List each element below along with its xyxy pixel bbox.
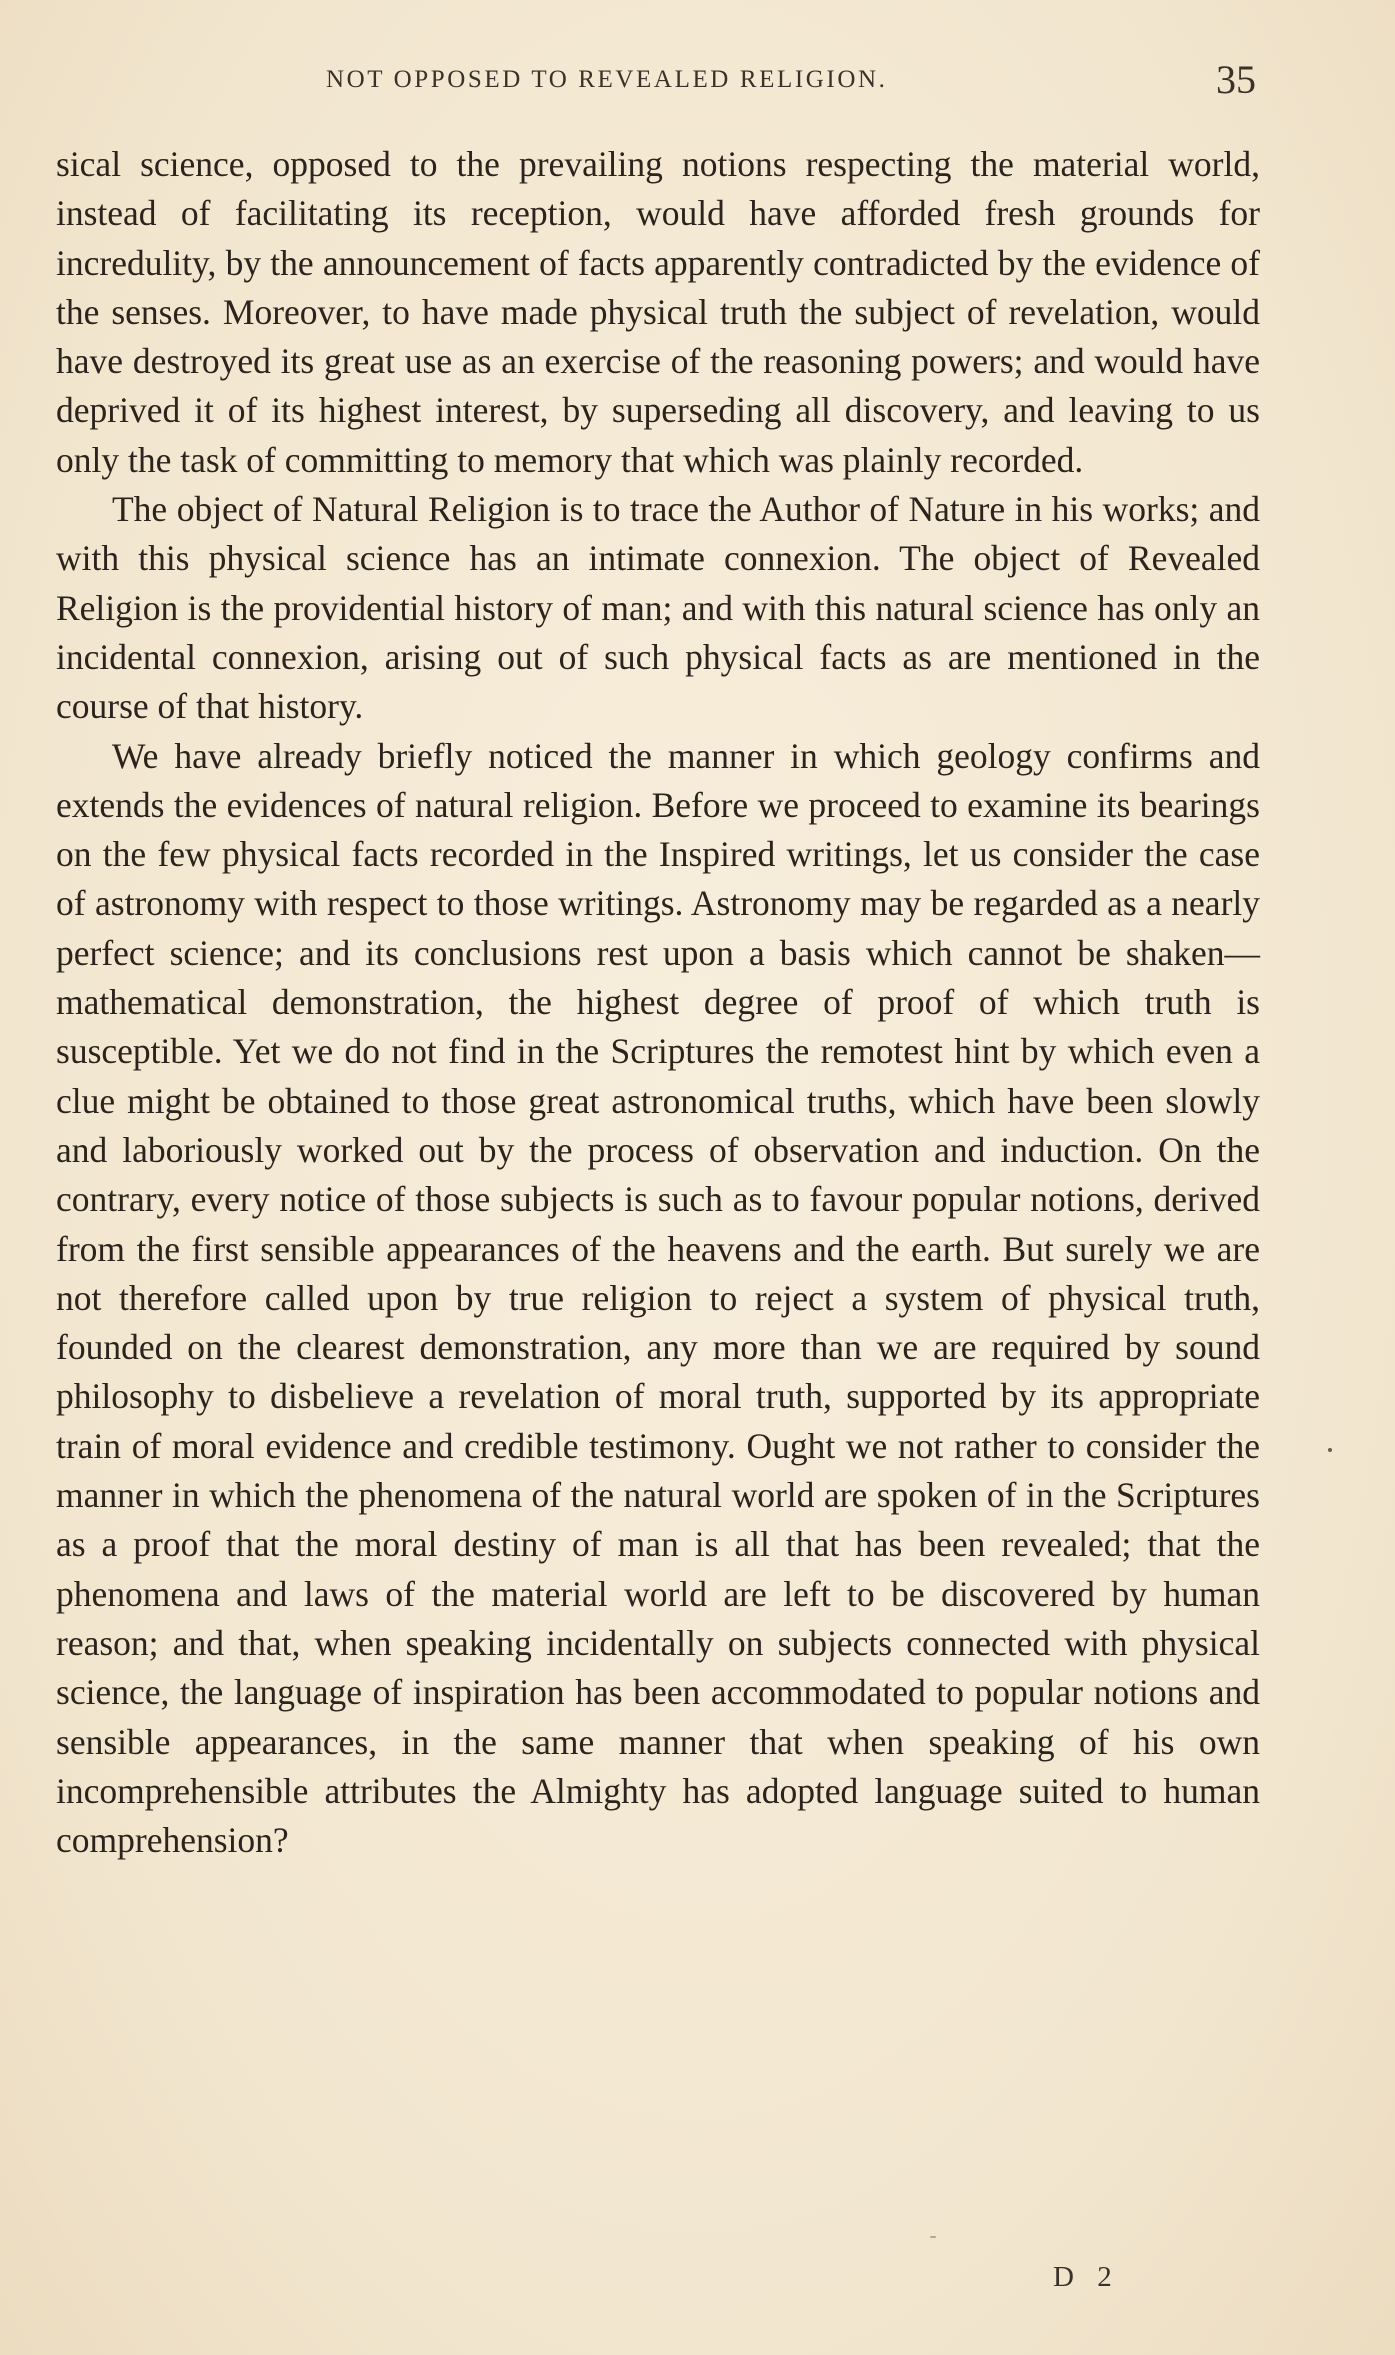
paper-speck — [1328, 1448, 1332, 1452]
body-text — [56, 140, 1260, 1865]
paragraph-3: We have already briefly noticed the manner in which geology confirms and extends the evidences of natural religion. Before we proceed to examine its bearings on the few physical facts recorded in the Inspired writings, let us consider the case of astronomy with respect to those writings. Astronomy may be regarded as a nearly perfect science; and its conclusions rest upon a basis which cannot be shaken—mathematical demonstration, the highest degree of proof of which truth is susceptible. Yet we do not find in the Scriptures the remotest hint by which even a clue might be obtained to those great astronomical truths, which have been slowly and laboriously worked out by the process of observation and induction. On the contrary, every notice of those subjects is such as to favour popular notions, derived from the first sensible appearances of the heavens and the earth. But surely we are not therefore called upon by true religion to reject a system of physical truth, founded on the clearest demonstration, any more than we are required by sound philosophy to disbelieve a revelation of moral truth, supported by its appropriate train of moral evidence and credible testimony. Ought we not rather to consider the manner in which the phenomena of the natural world are spoken of in the Scriptures as a proof that the moral destiny of man is all that has been revealed; that the phenomena and laws of the material world are left to be discovered by human reason; and that, when speaking incidentally on subjects connected with physical science, the language of inspiration has been accommodated to popular notions and sensible appearances, in the same manner that when speaking of his own incomprehensible attributes the Almighty has adopted language suited to human comprehension? — [56, 735, 1260, 1861]
signature-mark: D 2 — [1053, 2261, 1120, 2293]
paragraph-1: sical science, opposed to the prevailing notions respecting the material world, instead of facilitating its reception, would have afforded fresh grounds for incredulity, by the announcement of facts apparently contradicted by the evidence of the senses. Moreover, to have made physical truth the subject of revelation, would have destroyed its great use as an exercise of the reasoning powers; and would have deprived it of its highest interest, by superseding all discovery, and leaving to us only the task of committing to memory that which was plainly recorded. — [56, 144, 1260, 480]
paper-speck — [930, 2236, 936, 2238]
page-number: 35 — [1216, 57, 1256, 102]
paragraph-2: The object of Natural Religion is to trace the Author of Nature in his works; and with this physical science has an intimate connexion. The object of Revealed Religion is the providential history of man; and with this natural science has only an incidental connexion, arising out of such physical facts as are mentioned in the course of that history. — [56, 489, 1260, 727]
running-title: NOT OPPOSED TO REVEALED RELIGION. — [326, 66, 888, 93]
running-head — [56, 58, 1256, 108]
